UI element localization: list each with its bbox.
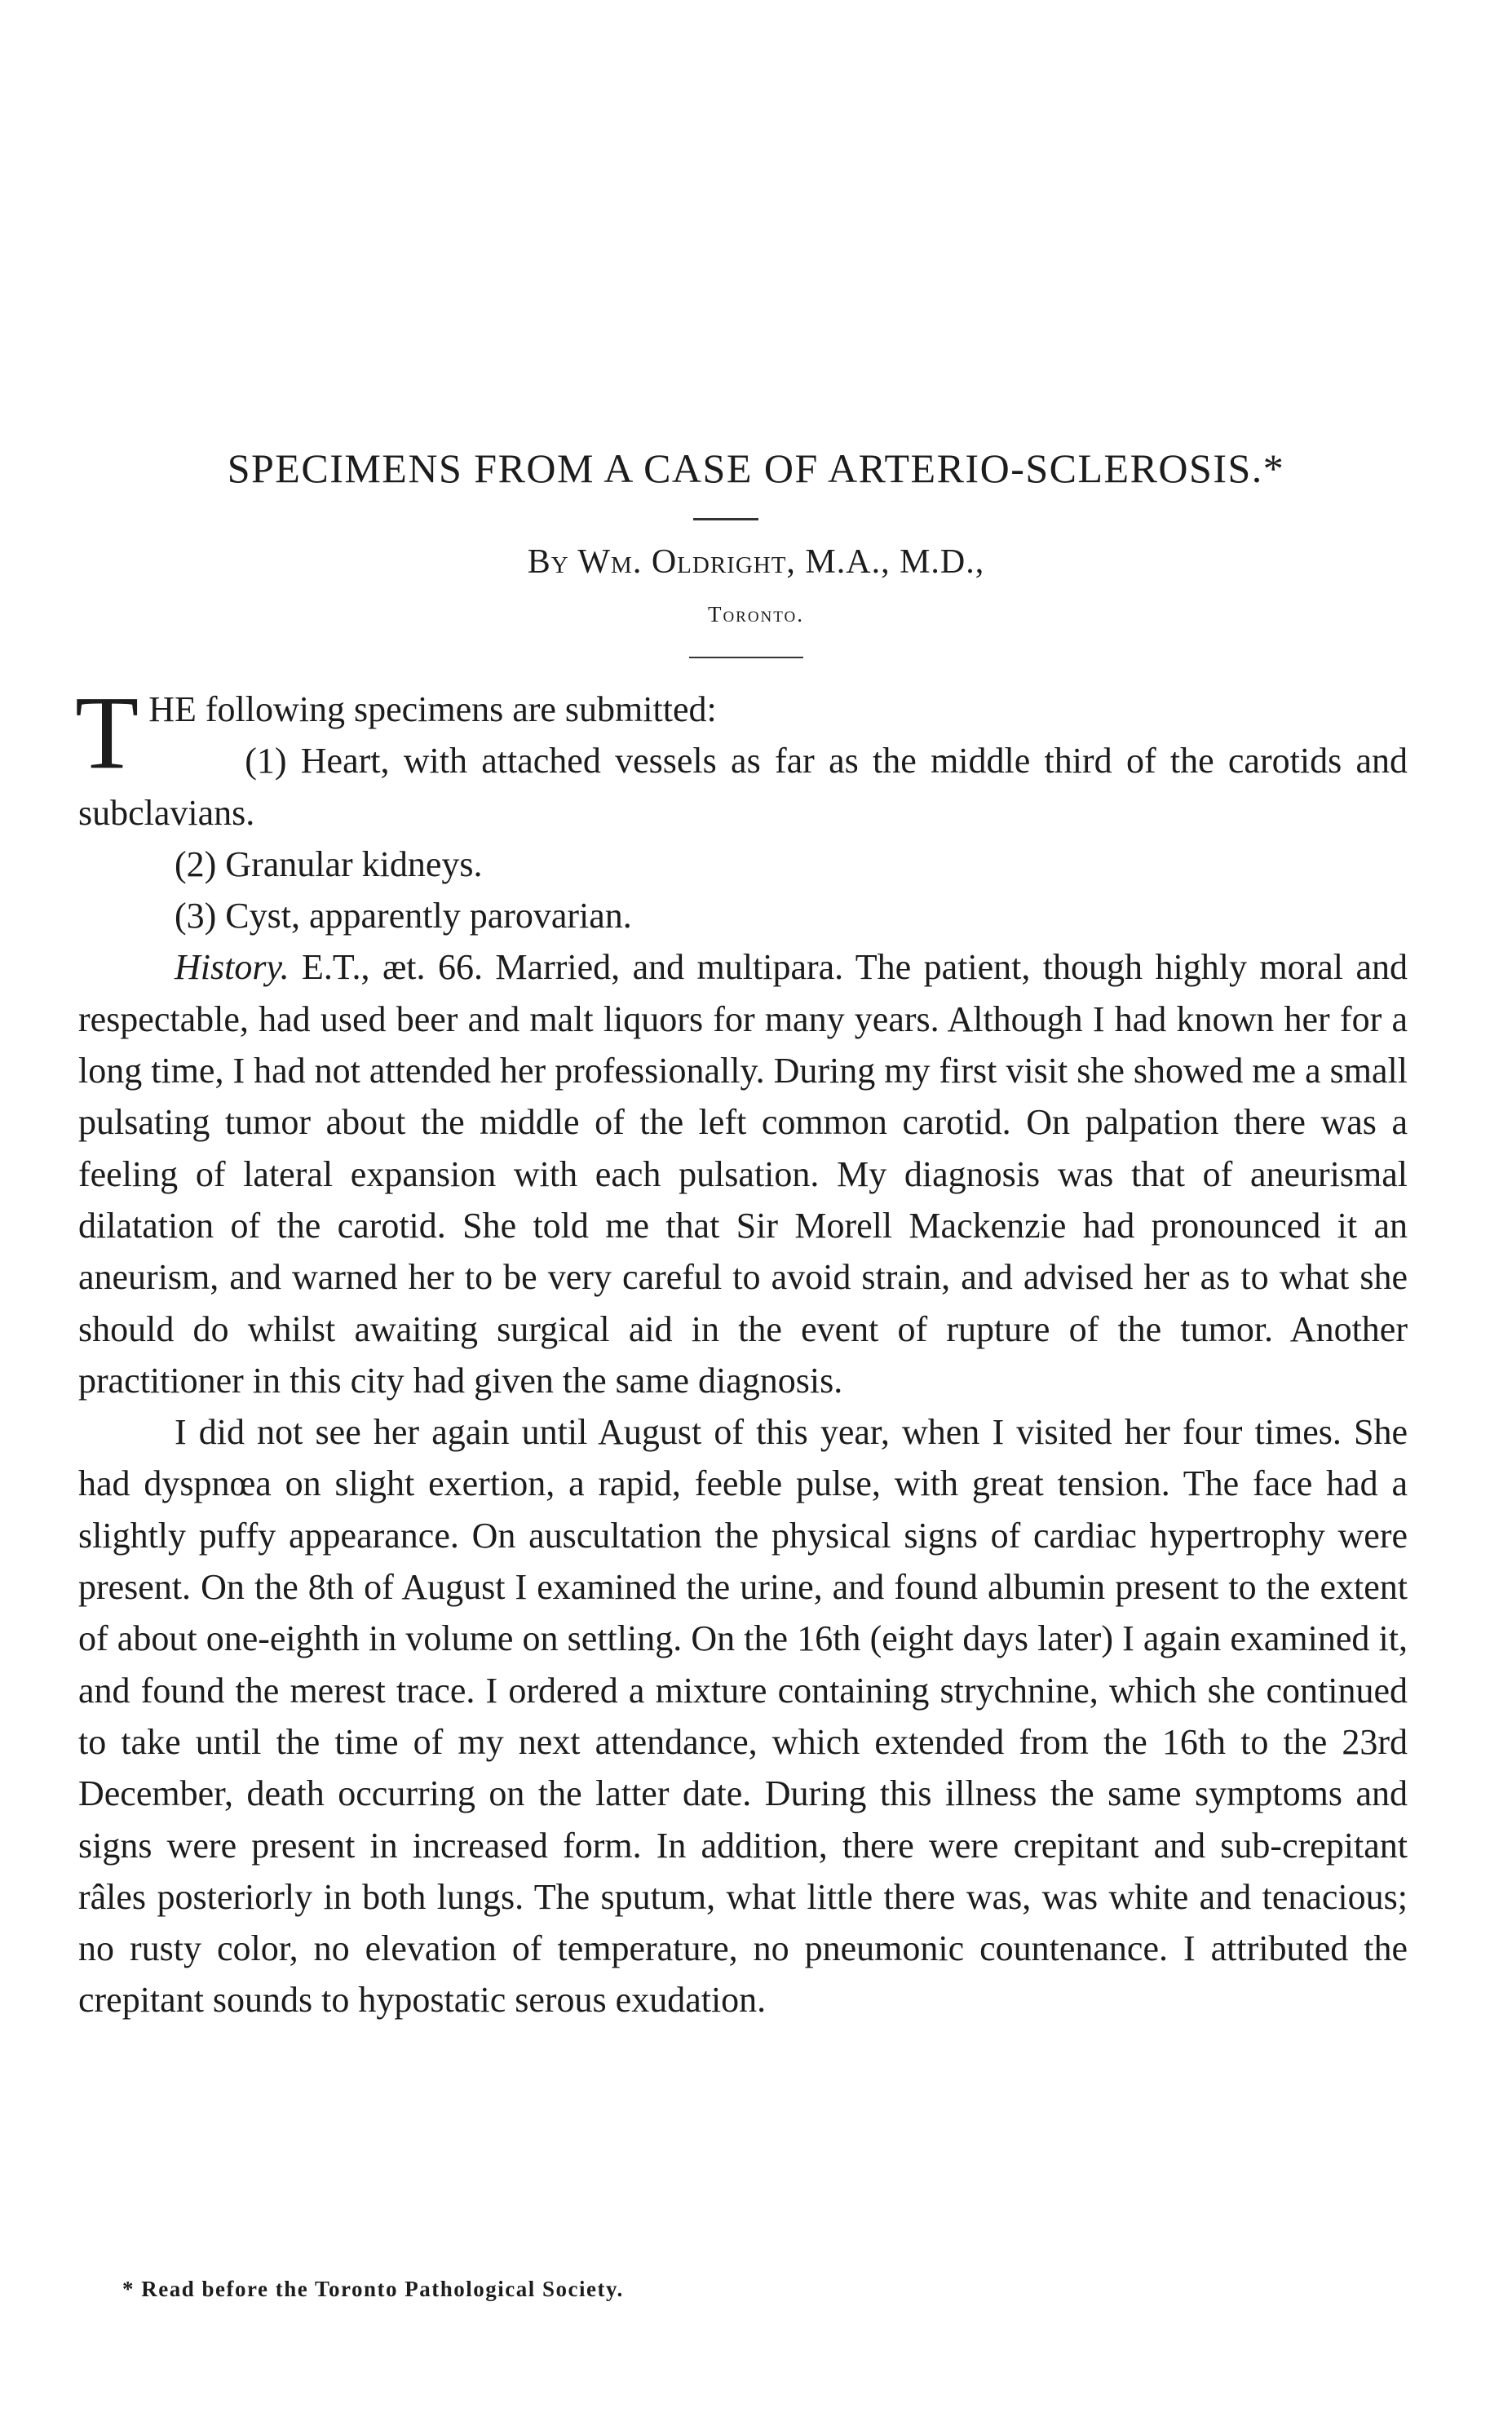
history-paragraph bbox=[78, 941, 1408, 1406]
intro-text: HE following specimens are submitted: bbox=[148, 689, 717, 729]
title-divider bbox=[693, 518, 758, 520]
history-label: History. bbox=[175, 947, 290, 988]
body-paragraph-2: I did not see her again until August of this year, when I visited her four times. She had dyspnœa on slight exertion, a rapid, feeble pulse, with great tension. The face had a slightly puffy appearance. On auscultation the physical signs of cardiac hypertrophy were present. On the 8th of August I examined the urine, and found albumin present to the extent of about one-eighth in volume on settling. On the 16th (eight days later) I again examined it, and found the merest trace. I ordered a mixture containing strychnine, which she continued to take until the time of my next attendance, which extended from the 16th to the 23rd December, death occurring on the latter date. During this illness the same symptoms and signs were present in increased form. In addition, there were crepitant and sub-crepitant râles posteriorly in both lungs. The sputum, what little there was, was white and tenacious; no rusty color, no elevation of temperature, no pneumonic countenance. I attributed the crepitant sounds to hypostatic serous exudation. bbox=[78, 1412, 1408, 2021]
author-byline: By Wm. Oldright, M.A., M.D., bbox=[527, 543, 985, 581]
footnote: * Read before the Toronto Pathological Society. bbox=[122, 2277, 624, 2301]
specimen-item-3: (3) Cyst, apparently parovarian. bbox=[175, 896, 632, 936]
article-title: SPECIMENS FROM A CASE OF ARTERIO-SCLEROSIS.* bbox=[227, 445, 1285, 491]
specimen-item-1: (1) Heart, with attached vessels as far as the middle third of the carotids and subclavians. bbox=[78, 741, 1408, 833]
author-location: Toronto. bbox=[707, 602, 805, 626]
drop-cap: T bbox=[75, 675, 139, 790]
specimen-item-2: (2) Granular kidneys. bbox=[175, 843, 483, 884]
history-text: E.T., æt. 66. Married, and multipara. The patient, though highly moral and respectable, had used beer and malt liquors for many years. Although I had known her for a long time, I had not attended her professionally. During my first visit she showed me a small pulsating tumor about the middle of the left common carotid. On palpation there was a feeling of lateral expansion with each pulsation. My diagnosis was that of aneurismal dilatation of the carotid. She told me that Sir Morell Mackenzie had pronounced it an aneurism, and warned her to be very careful to avoid strain, and advised her as to what she should do whilst awaiting surgical aid in the event of rupture of the tumor. Another practitioner in this city had given the same diagnosis. bbox=[78, 947, 1408, 1401]
article-body bbox=[75, 675, 1408, 2026]
header-divider bbox=[689, 657, 803, 658]
